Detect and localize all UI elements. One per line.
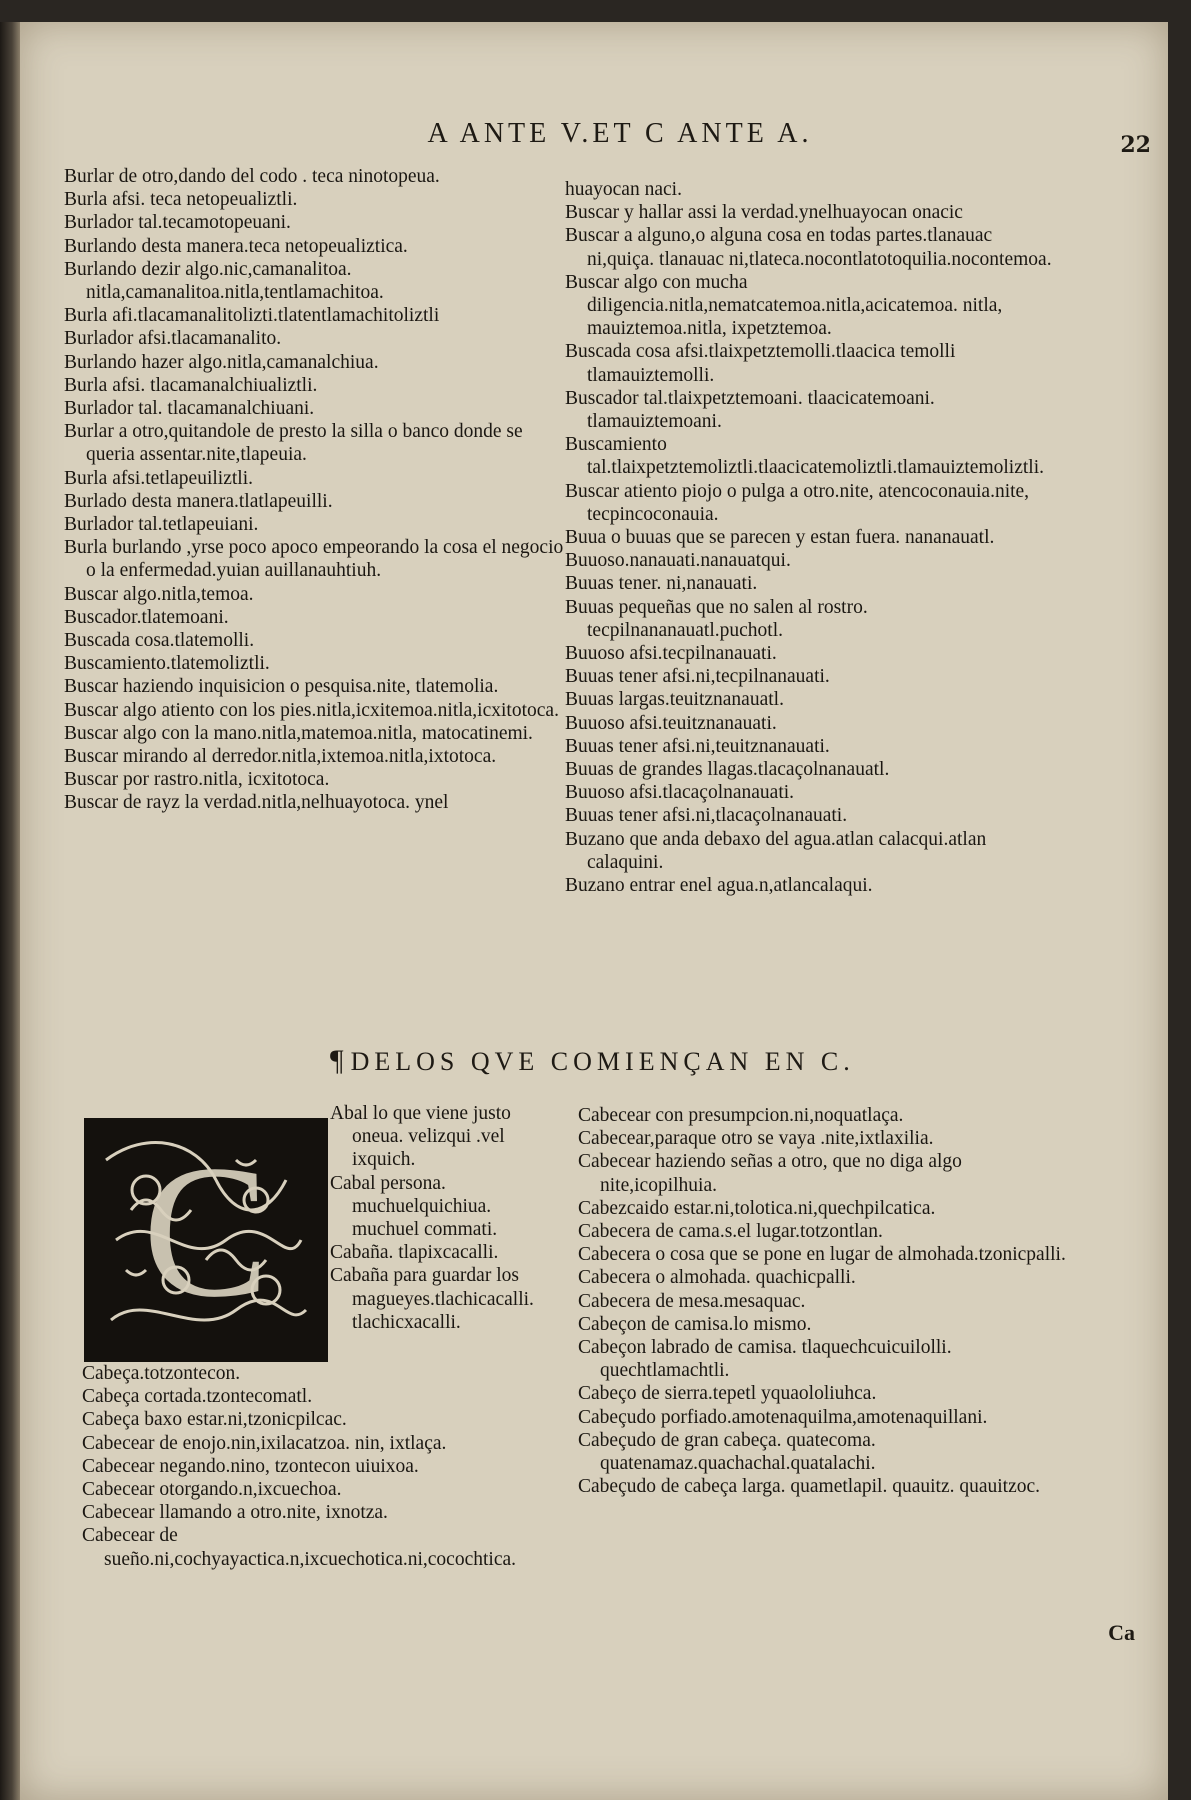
initial-glyph: C [142,1127,270,1337]
pilcrow-mark: ¶ [330,1044,349,1077]
dictionary-entry: Buzano entrar enel agua.n,atlancalaqui. [565,875,873,897]
dictionary-entry: Buscador tal.tlaixpetztemoani. tlaacicatemoani. tlamauiztemoani. [565,387,935,433]
dictionary-entry: Cabaña. tlapixcacalli. [330,1242,499,1264]
dictionary-entry: Cabecear de sueño.ni,cochyayactica.n,ixcuechotica.ni,cocochtica. [82,1525,517,1570]
dictionary-entry: Buscar atiento piojo o pulga a otro.nite, atencoconauia.nite, tecpincoconauia. [565,480,1030,525]
dictionary-entry: Cabeçudo de gran cabeça. quatecoma. quatenamaz.quachachal.quatalachi. [578,1429,876,1475]
dictionary-entry: Buscar de rayz la verdad.nitla,nelhuayotoca. ynel [64,792,449,814]
dictionary-entry: Buscar y hallar assi la verdad.ynelhuayocan onacic [565,202,963,224]
dictionary-entry: Buuoso.nanauati.nanauatqui. [565,550,791,572]
dictionary-entry: Buuas tener afsi.ni,teuitznanauati. [565,735,830,757]
floral-initial-icon [86,1120,326,1360]
dictionary-entry: Burlador tal.tecamotopeuani. [64,212,291,234]
dictionary-entry: Buscar a alguno,o alguna cosa en todas partes.tlanauac ni,quiça. tlanauac ni,tlateca.nocontlatotoquilia.nocontemoa. [565,225,1052,270]
dictionary-entry: Cabecera o cosa que se pone en lugar de almohada.tzonicpalli. [578,1244,1066,1266]
decorated-initial-letter [84,1118,328,1362]
dictionary-entry: Buuoso afsi.teuitznanauati. [565,712,777,734]
dictionary-entry: Cabecear,paraque otro se vaya .nite,ixtlaxilia. [578,1128,934,1150]
dictionary-entry: Cabaña para guardar los magueyes.tlachicacalli. tlachicxacalli. [330,1265,534,1333]
dictionary-entry: Buscada cosa afsi.tlaixpetztemolli.tlaacica temolli tlamauiztemolli. [565,341,956,386]
dictionary-entry: Burlando hazer algo.nitla,camanalchiua. [64,351,379,373]
dictionary-entry: Buuas de grandes llagas.tlacaçolnanauatl. [565,759,890,781]
dictionary-entry: Burla burlando ,yrse poco apoco empeorando la cosa el negocio o la enfermedad.yuian auillanauhtiuh. [64,537,564,582]
dictionary-entry: Buscada cosa.tlatemolli. [64,630,255,652]
dictionary-entry: Burla afsi. teca netopeualiztli. [64,189,298,211]
dictionary-entry: Buscar por rastro.nitla, icxitotoca. [64,769,330,791]
dictionary-entry: Buua o buuas que se parecen y estan fuera. nananauatl. [565,527,995,549]
dictionary-entry: Cabecear llamando a otro.nite, ixnotza. [82,1502,388,1524]
dictionary-entry: Cabeça baxo estar.ni,tzonicpilcac. [82,1409,347,1431]
left-column-top [64,165,569,815]
dictionary-entry: Burlar de otro,dando del codo . teca ninotopeua. [64,166,440,187]
book-gutter [0,22,20,1800]
dictionary-entry: huayocan naci. [565,179,682,200]
dictionary-entry: Burla afi.tlacamanalitolizti.tlatentlamachitoliztli [64,305,440,327]
dictionary-entry: Cabeçudo de cabeça larga. quametlapil. quauitz. quauitzoc. [578,1476,1041,1498]
catchword: Ca [1108,1620,1135,1645]
right-column-bottom [578,1104,1066,1498]
dictionary-entry: Cabecera de mesa.mesaquac. [578,1290,806,1312]
left-column-bottom [82,1362,562,1571]
dictionary-entry: Cabeço de sierra.tepetl yquaololiuhca. [578,1383,877,1405]
dictionary-entry: Cabecera o almohada. quachicpalli. [578,1267,856,1289]
left-column-beside-initial [330,1102,560,1334]
dictionary-entry: Cabeçon de camisa.lo mismo. [578,1313,812,1335]
dictionary-entry: Cabeça.totzontecon. [82,1363,241,1384]
section-heading-text: DELOS QVE COMIENÇAN EN C. [350,1047,855,1076]
dictionary-entry: Buuas largas.teuitznanauatl. [565,689,784,711]
dictionary-entry: Buuas tener afsi.ni,tecpilnanauati. [565,666,830,688]
dictionary-entry: Cabezcaido estar.ni,tolotica.ni,quechpilcatica. [578,1197,936,1219]
dictionary-entry: Buscar algo.nitla,temoa. [64,583,254,605]
dictionary-entry: Burlador tal. tlacamanalchiuani. [64,398,315,420]
dictionary-entry: Cabecear otorgando.n,ixcuechoa. [82,1479,342,1501]
dictionary-entry: Buuas tener afsi.ni,tlacaçolnanauati. [565,805,848,827]
dictionary-entry: Buscar mirando al derredor.nitla,ixtemoa.nitla,ixtotoca. [64,746,497,768]
dictionary-entry: Burlado desta manera.tlatlapeuilli. [64,490,333,512]
dictionary-entry: Burla afsi.tetlapeuiliztli. [64,467,253,489]
dictionary-entry: Cabecera de cama.s.el lugar.totzontlan. [578,1221,883,1243]
dictionary-entry: Buscamiento tal.tlaixpetztemoliztli.tlaacicatemoliztli.tlamauiztemoliztli. [565,434,1044,479]
dictionary-entry: Buscamiento.tlatemoliztli. [64,653,270,675]
dictionary-entry: Cabecear con presumpcion.ni,noquatlaça. [578,1105,904,1126]
folio-number: 22 [1120,132,1151,158]
dictionary-entry: Burlador afsi.tlacamanalito. [64,328,282,350]
dictionary-entry: Cabecear negando.nino, tzontecon uiuixoa. [82,1455,419,1477]
dictionary-entry: Burlar a otro,quitandole de presto la silla o banco donde se queria assentar.nite,tlapeuia. [64,421,523,466]
dictionary-entry: Cabal persona. muchuelquichiua. muchuel commati. [330,1172,498,1241]
dictionary-entry: Cabeçon labrado de camisa. tlaquechcuicuilolli. quechtlamachtli. [578,1337,952,1382]
dictionary-entry: Cabecear haziendo señas a otro, que no diga algo nite,icopilhuia. [578,1151,962,1196]
dictionary-entry: Cabecear de enojo.nin,ixilacatzoa. nin, ixtlaça. [82,1432,447,1454]
dictionary-entry: Burla afsi. tlacamanalchiualiztli. [64,374,318,396]
dictionary-entry: Cabeça cortada.tzontecomatl. [82,1386,313,1408]
dictionary-entry: Buuoso afsi.tecpilnanauati. [565,643,777,665]
running-head: A ANTE V.ET C ANTE A. [427,118,813,149]
dictionary-entry: Buscador.tlatemoani. [64,606,229,628]
section-heading [330,1044,950,1078]
dictionary-entry: Buscar haziendo inquisicion o pesquisa.nite, tlatemolia. [64,676,499,698]
dictionary-entry: Buuoso afsi.tlacaçolnanauati. [565,782,795,804]
dictionary-entry: Cabeçudo porfiado.amotenaquilma,amotenaquillani. [578,1406,988,1428]
dictionary-entry: Abal lo que viene justo oneua. velizqui .vel ixquich. [330,1103,511,1171]
dictionary-entry: Burlador tal.tetlapeuiani. [64,514,259,536]
right-column-top [565,178,1060,897]
dictionary-entry: Buuas tener. ni,nanauati. [565,573,758,595]
dictionary-entry: Buscar algo con mucha diligencia.nitla,nematcatemoa.nitla,acicatemoa. nitla, mauiztemoa.nitla, ixpetztemoa. [565,271,1003,340]
dictionary-entry: Buzano que anda debaxo del agua.atlan calacqui.atlan calaquini. [565,828,987,873]
dictionary-entry: Burlando dezir algo.nic,camanalitoa. nitla,camanalitoa.nitla,tentlamachitoa. [64,258,384,304]
dictionary-entry: Buscar algo atiento con los pies.nitla,icxitemoa.nitla,icxitotoca. [64,699,559,721]
dictionary-entry: Buuas pequeñas que no salen al rostro. tecpilnananauatl.puchotl. [565,596,868,641]
dictionary-entry: Buscar algo con la mano.nitla,matemoa.nitla, matocatinemi. [64,722,533,744]
dictionary-entry: Burlando desta manera.teca netopeualiztica. [64,235,408,257]
